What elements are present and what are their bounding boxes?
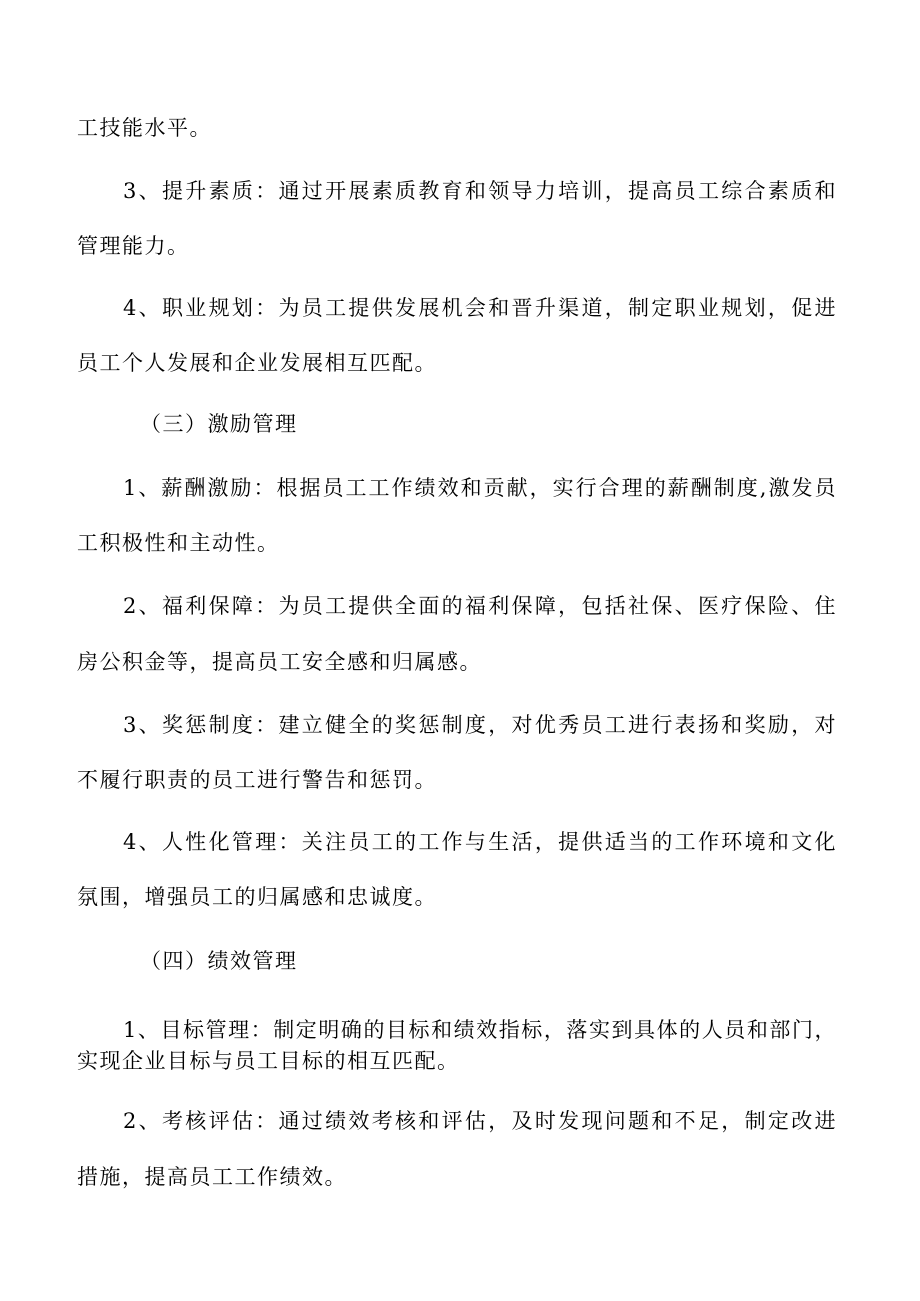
paragraph-line: 2、福利保障：为员工提供全面的福利保障，包括社保、医疗保险、住 [123, 594, 837, 618]
paragraph-line: 措施，提高员工工作绩效。 [77, 1165, 347, 1189]
paragraph-line: 1、目标管理：制定明确的目标和绩效指标，落实到具体的人员和部门， [123, 1018, 837, 1042]
paragraph-line: 工技能水平。 [77, 116, 212, 140]
paragraph-line: 4、人性化管理：关注员工的工作与生活，提供适当的工作环境和文化 [123, 830, 837, 854]
paragraph-line: 房公积金等，提高员工安全感和归属感。 [77, 650, 482, 674]
paragraph-line: 不履行职责的员工进行警告和惩罚。 [77, 768, 437, 792]
paragraph-line: 实现企业目标与员工目标的相互匹配。 [77, 1049, 460, 1073]
paragraph-line: 1、薪酬激励：根据员工工作绩效和贡献，实行合理的薪酬制度,激发员 [123, 476, 837, 500]
section-heading: （四）绩效管理 [140, 949, 298, 973]
paragraph-line: 氛围，增强员工的归属感和忠诚度。 [77, 885, 437, 909]
paragraph-line: 3、提升素质：通过开展素质教育和领导力培训，提高员工综合素质和 [123, 179, 837, 203]
paragraph-line: 员工个人发展和企业发展相互匹配。 [77, 351, 437, 375]
paragraph-line: 3、奖惩制度：建立健全的奖惩制度，对优秀员工进行表扬和奖励，对 [123, 713, 837, 737]
paragraph-line: 2、考核评估：通过绩效考核和评估，及时发现问题和不足，制定改进 [123, 1109, 837, 1133]
paragraph-line: 管理能力。 [77, 234, 190, 258]
paragraph-line: 4、职业规划：为员工提供发展机会和晋升渠道，制定职业规划，促进 [123, 296, 837, 320]
paragraph-line: 工积极性和主动性。 [77, 531, 280, 555]
section-heading: （三）激励管理 [140, 412, 298, 436]
